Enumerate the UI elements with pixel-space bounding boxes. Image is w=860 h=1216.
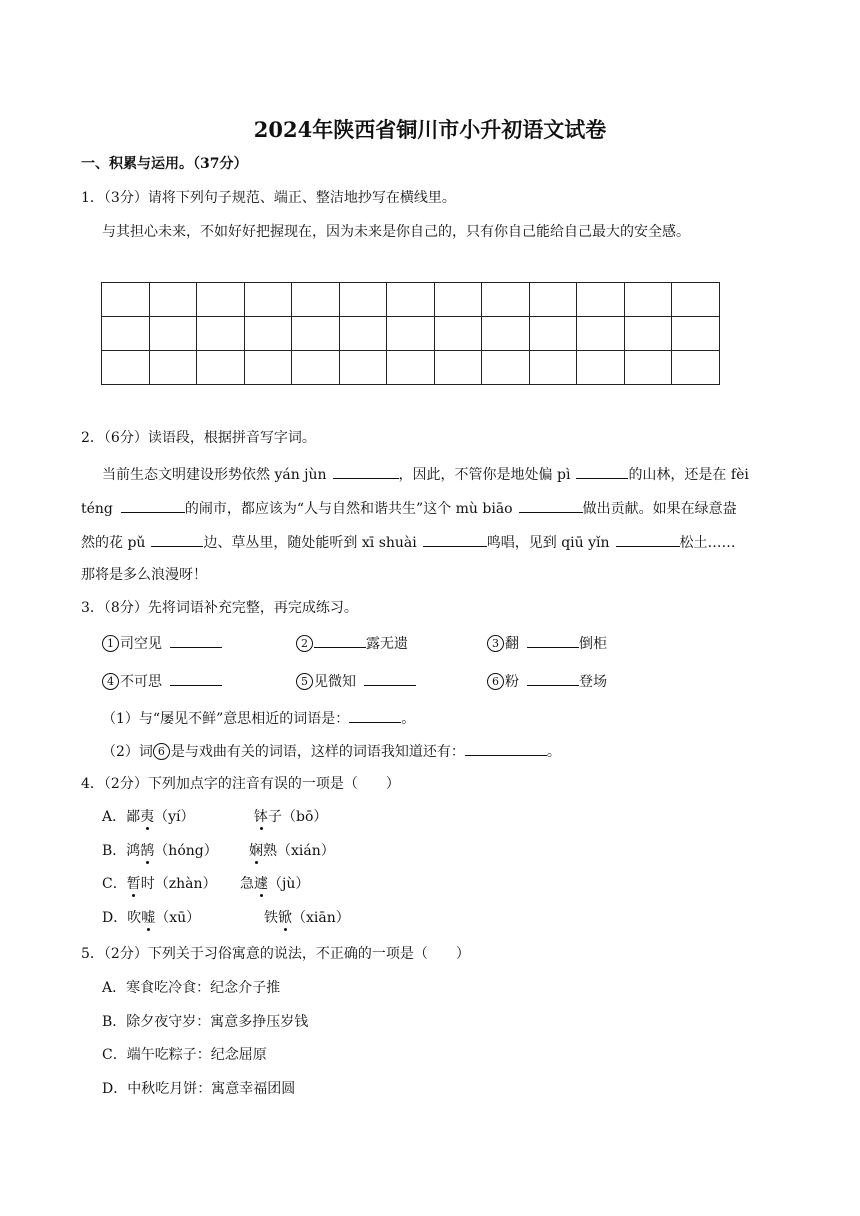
answer-blank[interactable] (333, 464, 399, 479)
grid-cell[interactable] (244, 283, 292, 317)
q2-text: 的山林，还是在 fèi (628, 467, 749, 483)
answer-blank[interactable] (151, 532, 203, 547)
idiom-text: 翻 (505, 636, 519, 652)
answer-blank[interactable] (616, 532, 680, 547)
q3-sub-text: 。 (401, 711, 416, 727)
option-letter: C． (102, 876, 127, 892)
char: 鄙 (126, 809, 141, 825)
pinyin: （xiān） (292, 910, 350, 926)
q4-option-b-2 (249, 841, 335, 861)
dotted-char: 暂 (126, 876, 141, 892)
circled-number: 4 (102, 673, 119, 690)
answer-blank[interactable] (576, 464, 628, 479)
q5-option-c[interactable]: C．端午吃粽子：纪念屈原 (102, 1047, 267, 1063)
pinyin: （bō） (282, 809, 328, 825)
q2-text: 当前生态文明建设形势依然 yán jùn (102, 467, 327, 483)
page-title: 2024年陕西省铜川市小升初语文试卷 (253, 117, 607, 142)
section-heading: 一、积累与运用。（37分） (81, 156, 248, 172)
pinyin: （jù） (268, 876, 310, 892)
q4-option-d[interactable] (102, 908, 200, 928)
grid-cell[interactable] (339, 283, 387, 317)
q3-item-3 (487, 633, 607, 654)
q5-option-d[interactable]: D．中秋吃月饼：寓意幸福团圆 (102, 1081, 296, 1097)
answer-blank[interactable] (527, 671, 579, 686)
q2-line-1 (102, 464, 749, 485)
option-letter: D． (102, 910, 128, 926)
q2-stem: 2．（6分）读语段，根据拼音写字词。 (81, 430, 316, 446)
q2-text: téng (81, 501, 113, 517)
option-letter: B． (102, 843, 127, 859)
q3-sub-1 (102, 708, 415, 729)
q4-option-c[interactable] (102, 874, 216, 894)
grid-cell[interactable] (387, 283, 435, 317)
grid-cell[interactable] (149, 351, 197, 385)
q3-item-6 (487, 671, 607, 692)
q2-text: ，因此，不管你是地处偏 pì (398, 467, 571, 483)
pinyin: （yí） (154, 809, 195, 825)
answer-blank[interactable] (121, 498, 185, 513)
grid-cell[interactable] (387, 351, 435, 385)
grid-cell[interactable] (149, 317, 197, 351)
pinyin: （hóng） (154, 843, 218, 859)
grid-row (102, 317, 720, 351)
q4-option-a-2 (254, 807, 327, 827)
grid-cell[interactable] (434, 283, 482, 317)
dotted-char: 夷 (140, 809, 155, 825)
dotted-char: 嘘 (141, 910, 156, 926)
grid-cell[interactable] (482, 317, 530, 351)
grid-cell[interactable] (624, 317, 672, 351)
q2-text: 鸣唱，见到 qiū yǐn (486, 535, 610, 551)
grid-cell[interactable] (149, 283, 197, 317)
grid-cell[interactable] (672, 317, 720, 351)
q5-stem: 5．（2分）下列关于习俗寓意的说法，不正确的一项是（ ） (81, 946, 470, 962)
circled-number: 1 (102, 635, 119, 652)
grid-cell[interactable] (387, 317, 435, 351)
char: 鸿 (126, 843, 141, 859)
char: 铁 (264, 910, 278, 926)
grid-cell[interactable] (672, 283, 720, 317)
grid-cell[interactable] (102, 283, 150, 317)
char: 时 (140, 876, 155, 892)
grid-cell[interactable] (292, 351, 340, 385)
writing-grid (101, 282, 720, 385)
grid-cell[interactable] (672, 351, 720, 385)
answer-blank[interactable] (170, 671, 222, 686)
answer-blank[interactable] (314, 633, 366, 648)
answer-blank[interactable] (465, 741, 547, 756)
q2-line-4: 那将是多么浪漫呀！ (81, 567, 207, 583)
idiom-text: 登场 (579, 674, 607, 690)
q1-sentence: 与其担心未来，不如好好把握现在，因为未来是你自己的，只有你自己能给自己最大的安全感。 (102, 224, 690, 240)
pinyin: （zhàn） (154, 876, 217, 892)
char: 熟 (263, 843, 277, 859)
grid-cell[interactable] (529, 283, 577, 317)
q3-stem: 3．（8分）先将词语补充完整，再完成练习。 (81, 600, 358, 616)
dotted-char: 锨 (278, 910, 292, 926)
grid-cell[interactable] (577, 317, 625, 351)
grid-cell[interactable] (292, 283, 340, 317)
answer-blank[interactable] (349, 708, 401, 723)
q3-item-1 (102, 633, 222, 654)
q5-option-b[interactable]: B．除夕夜守岁：寓意多挣压岁钱 (102, 1014, 309, 1030)
grid-cell[interactable] (244, 317, 292, 351)
q3-sub-text: 。 (546, 744, 561, 760)
grid-cell[interactable] (482, 351, 530, 385)
q3-sub-text: 是与戏曲有关的词语，这样的词语我知道还有： (170, 744, 465, 760)
grid-cell[interactable] (577, 283, 625, 317)
q2-text: 做出贡献。如果在绿意盎 (582, 501, 737, 517)
pinyin: （xián） (277, 843, 335, 859)
circled-number: 5 (296, 673, 313, 690)
answer-blank[interactable] (364, 671, 416, 686)
q4-option-b[interactable] (102, 841, 218, 861)
circled-number: 6 (153, 743, 170, 760)
char: 急 (240, 876, 254, 892)
q5-option-a[interactable]: A．寒食吃冷食：纪念介子推 (102, 980, 281, 996)
grid-cell[interactable] (577, 351, 625, 385)
grid-row (102, 351, 720, 385)
idiom-text: 露无遗 (366, 636, 408, 652)
circled-number: 6 (487, 673, 504, 690)
grid-cell[interactable] (339, 317, 387, 351)
idiom-text: 粉 (505, 674, 519, 690)
answer-blank[interactable] (519, 498, 583, 513)
q2-text: 然的花 pǔ (81, 535, 146, 551)
grid-cell[interactable] (102, 317, 150, 351)
idiom-text: 见微知 (314, 674, 356, 690)
q3-item-4 (102, 671, 222, 692)
grid-cell[interactable] (624, 351, 672, 385)
q4-option-c-2 (240, 874, 309, 894)
q4-option-a[interactable] (102, 807, 195, 827)
char: 吹 (127, 910, 142, 926)
grid-cell[interactable] (529, 317, 577, 351)
option-letter: A． (102, 809, 127, 825)
char: 子 (268, 809, 282, 825)
answer-blank[interactable] (527, 633, 579, 648)
grid-cell[interactable] (482, 283, 530, 317)
dotted-char: 钵 (254, 809, 268, 825)
q2-text: 的闹市，都应该为“人与自然和谐共生”这个 mù biāo (184, 501, 513, 517)
answer-blank[interactable] (423, 532, 487, 547)
q3-sub-text: （2）词 (102, 744, 153, 760)
grid-cell[interactable] (197, 283, 245, 317)
q3-sub-2 (102, 741, 561, 762)
grid-row (102, 283, 720, 317)
q1-stem: 1．（3分）请将下列句子规范、端正、整洁地抄写在横线里。 (81, 190, 456, 206)
grid-cell[interactable] (197, 317, 245, 351)
grid-cell[interactable] (529, 351, 577, 385)
q2-line-2 (81, 498, 737, 519)
q4-stem: 4．（2分）下列加点字的注音有误的一项是（ ） (81, 776, 400, 792)
grid-cell[interactable] (339, 351, 387, 385)
grid-cell[interactable] (292, 317, 340, 351)
q4-option-d-2 (264, 908, 350, 928)
circled-number: 3 (487, 635, 504, 652)
grid-cell[interactable] (197, 351, 245, 385)
q2-line-3 (81, 532, 736, 553)
circled-number: 2 (296, 635, 313, 652)
dotted-char: 鹄 (140, 843, 155, 859)
idiom-text: 司空见 (120, 636, 162, 652)
idiom-text: 倒柜 (579, 636, 607, 652)
dotted-char: 娴 (249, 843, 263, 859)
q3-sub-text: （1）与“屡见不鲜”意思相近的词语是： (102, 711, 350, 727)
grid-cell[interactable] (434, 317, 482, 351)
grid-cell[interactable] (624, 283, 672, 317)
answer-blank[interactable] (170, 633, 222, 648)
pinyin: （xū） (155, 910, 201, 926)
dotted-char: 遽 (254, 876, 268, 892)
grid-cell[interactable] (244, 351, 292, 385)
grid-cell[interactable] (434, 351, 482, 385)
q3-item-2 (296, 633, 408, 654)
idiom-text: 不可思 (120, 674, 162, 690)
q2-text: 边、草丛里，随处能听到 xī shuài (203, 535, 417, 551)
q3-item-5 (296, 671, 416, 692)
q2-text: 松土…… (679, 535, 736, 551)
grid-cell[interactable] (102, 351, 150, 385)
